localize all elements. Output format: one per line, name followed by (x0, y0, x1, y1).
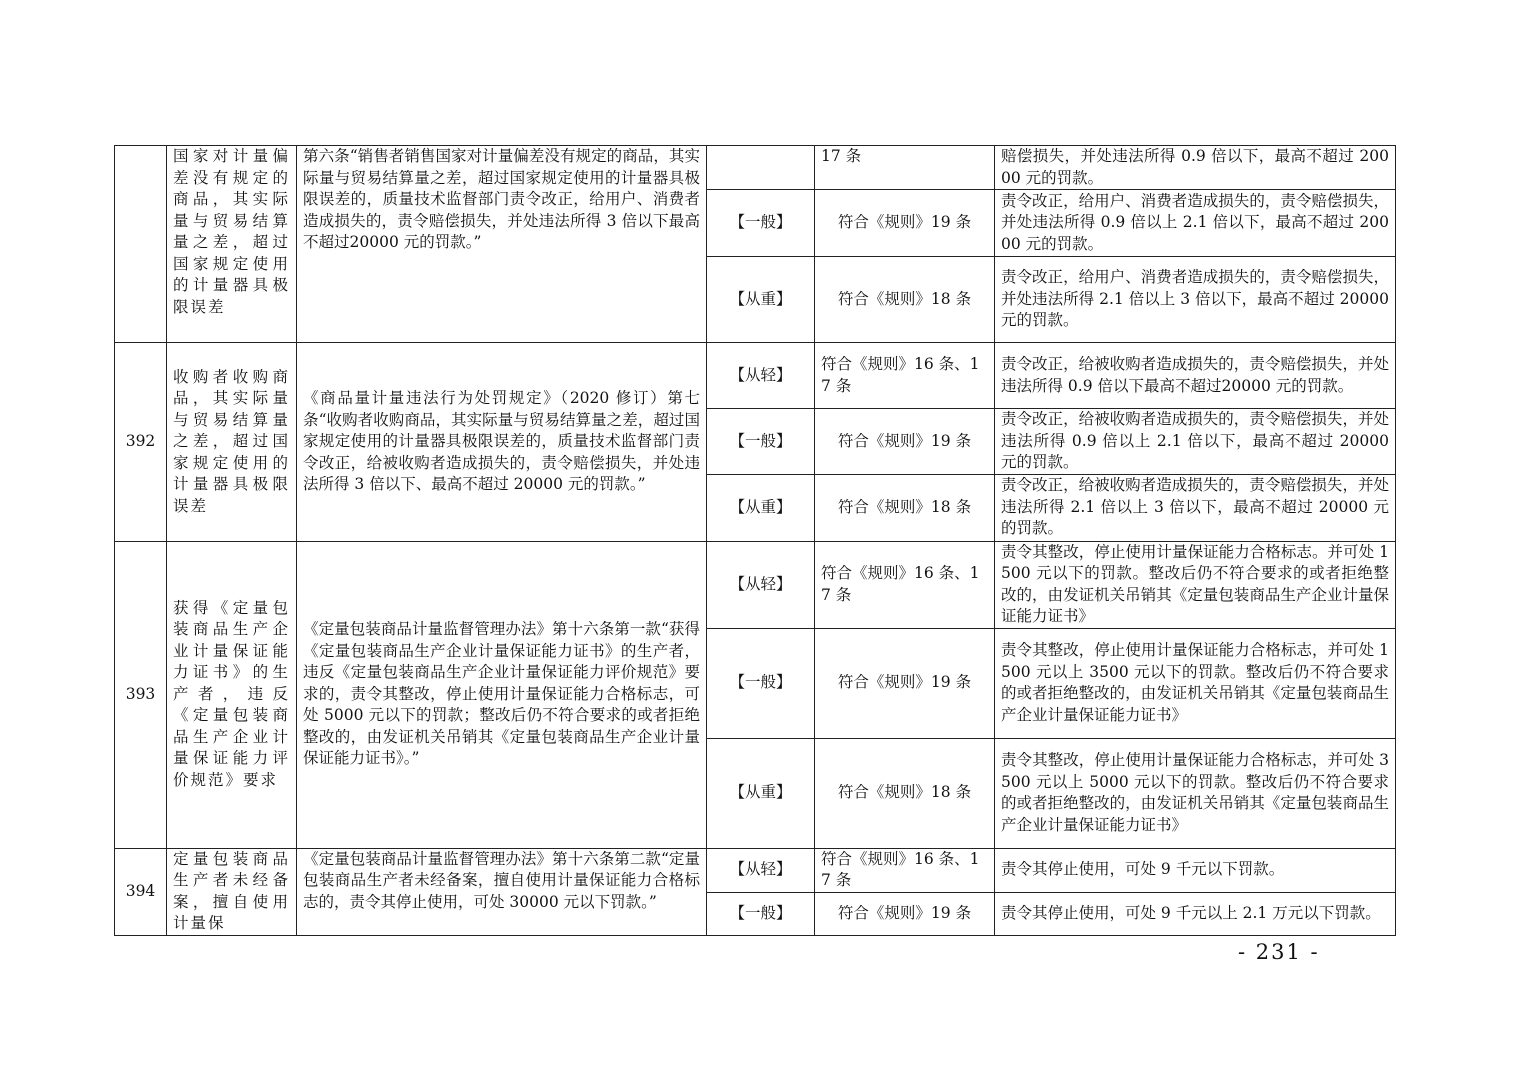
applicable-rule: 符合《规则》19 条 (815, 190, 995, 257)
applicable-rule: 符合《规则》18 条 (815, 474, 995, 541)
applicable-rule: 符合《规则》19 条 (815, 409, 995, 475)
violation-description: 国家对计量偏差没有规定的商品，其实际量与贸易结算量之差，超过国家规定使用的计量器具极限误差 (167, 146, 297, 343)
violation-description: 收购者收购商品，其实际量与贸易结算量之差，超过国家规定使用的计量器具极限误差 (167, 343, 297, 542)
penalty-level: 【一般】 (707, 628, 815, 738)
table-row (115, 343, 1396, 409)
applicable-rule: 符合《规则》19 条 (815, 892, 995, 935)
table-row (115, 541, 1396, 628)
legal-basis: 第六条“销售者销售国家对计量偏差没有规定的商品，其实际量与贸易结算量之差，超过国家规定使用的计量器具极限误差的，质量技术监督部门责令改正，给用户、消费者造成损失的，责令赔偿损失，并处违法所得 3 倍以下最高不超过20000 元的罚款。” (297, 146, 707, 343)
penalty-level: 【从重】 (707, 257, 815, 343)
applicable-rule: 符合《规则》16 条、17 条 (815, 343, 995, 409)
penalty-level: 【从轻】 (707, 848, 815, 892)
penalty-level: 【从轻】 (707, 343, 815, 409)
penalty-level (707, 146, 815, 190)
item-number: 394 (115, 848, 167, 935)
violation-description: 定量包装商品生产者未经备案，擅自使用计量保 (167, 848, 297, 935)
penalty-standard: 责令改正，给被收购者造成损失的，责令赔偿损失，并处违法所得 0.9 倍以下最高不超过20000 元的罚款。 (995, 343, 1396, 409)
penalty-standard: 责令其停止使用，可处 9 千元以下罚款。 (995, 848, 1396, 892)
penalty-standard: 责令改正，给用户、消费者造成损失的，责令赔偿损失，并处违法所得 2.1 倍以上 3 倍以下，最高不超过 20000 元的罚款。 (995, 257, 1396, 343)
page-number: - 231 - (1238, 940, 1320, 964)
penalty-standard: 责令改正，给用户、消费者造成损失的，责令赔偿损失，并处违法所得 0.9 倍以上 2.1 倍以下，最高不超过 20000 元的罚款。 (995, 190, 1396, 257)
item-number: 392 (115, 343, 167, 542)
applicable-rule: 17 条 (815, 146, 995, 190)
penalty-standard: 责令其整改，停止使用计量保证能力合格标志，并可处 1500 元以上 3500 元以下的罚款。整改后仍不符合要求的或者拒绝整改的，由发证机关吊销其《定量包装商品生产企业计量保证能力证书》 (995, 628, 1396, 738)
penalty-standard: 责令其整改，停止使用计量保证能力合格标志。并可处 1500 元以下的罚款。整改后仍不符合要求的或者拒绝整改的，由发证机关吊销其《定量包装商品生产企业计量保证能力证书》 (995, 541, 1396, 628)
penalty-standard: 责令其整改，停止使用计量保证能力合格标志，并可处 3500 元以上 5000 元以下的罚款。整改后仍不符合要求的或者拒绝整改的，由发证机关吊销其《定量包装商品生产企业计量保证能力证书》 (995, 738, 1396, 848)
applicable-rule: 符合《规则》19 条 (815, 628, 995, 738)
item-number: 393 (115, 541, 167, 848)
applicable-rule: 符合《规则》18 条 (815, 257, 995, 343)
applicable-rule: 符合《规则》16 条、17 条 (815, 848, 995, 892)
penalty-standard: 责令其停止使用，可处 9 千元以上 2.1 万元以下罚款。 (995, 892, 1396, 935)
penalty-standard: 赔偿损失，并处违法所得 0.9 倍以下，最高不超过 20000 元的罚款。 (995, 146, 1396, 190)
item-number (115, 146, 167, 343)
table-row (115, 146, 1396, 190)
penalty-level: 【从轻】 (707, 541, 815, 628)
penalty-standards-table (114, 145, 1396, 936)
legal-basis: 《商品量计量违法行为处罚规定》（2020 修订）第七条“收购者收购商品，其实际量与贸易结算量之差，超过国家规定使用的计量器具极限误差的，质量技术监督部门责令改正，给被收购者造成损失的，责令赔偿损失，并处违法所得 3 倍以下、最高不超过 20000 元的罚款。” (297, 343, 707, 542)
penalty-standard: 责令改正，给被收购者造成损失的，责令赔偿损失，并处违法所得 0.9 倍以上 2.1 倍以下，最高不超过 20000 元的罚款。 (995, 409, 1396, 475)
penalty-standard: 责令改正，给被收购者造成损失的，责令赔偿损失，并处违法所得 2.1 倍以上 3 倍以下，最高不超过 20000 元的罚款。 (995, 474, 1396, 541)
legal-basis: 《定量包装商品计量监督管理办法》第十六条第二款“定量包装商品生产者未经备案，擅自使用计量保证能力合格标志的，责令其停止使用，可处 30000 元以下罚款。” (297, 848, 707, 935)
legal-basis: 《定量包装商品计量监督管理办法》第十六条第一款“获得《定量包装商品生产企业计量保证能力证书》的生产者，违反《定量包装商品生产企业计量保证能力评价规范》要求的，责令其整改，停止使用计量保证能力合格标志，可处 5000 元以下的罚款；整改后仍不符合要求的或者拒绝整改的，由发证机关吊销其《定量包装商品生产企业计量保证能力证书》。” (297, 541, 707, 848)
applicable-rule: 符合《规则》16 条、17 条 (815, 541, 995, 628)
applicable-rule: 符合《规则》18 条 (815, 738, 995, 848)
table-row (115, 848, 1396, 892)
penalty-level: 【一般】 (707, 892, 815, 935)
penalty-level: 【一般】 (707, 409, 815, 475)
violation-description: 获得《定量包装商品生产企业计量保证能力证书》的生产者，违反《定量包装商品生产企业计量保证能力评价规范》要求 (167, 541, 297, 848)
penalty-level: 【一般】 (707, 190, 815, 257)
penalty-level: 【从重】 (707, 474, 815, 541)
penalty-level: 【从重】 (707, 738, 815, 848)
